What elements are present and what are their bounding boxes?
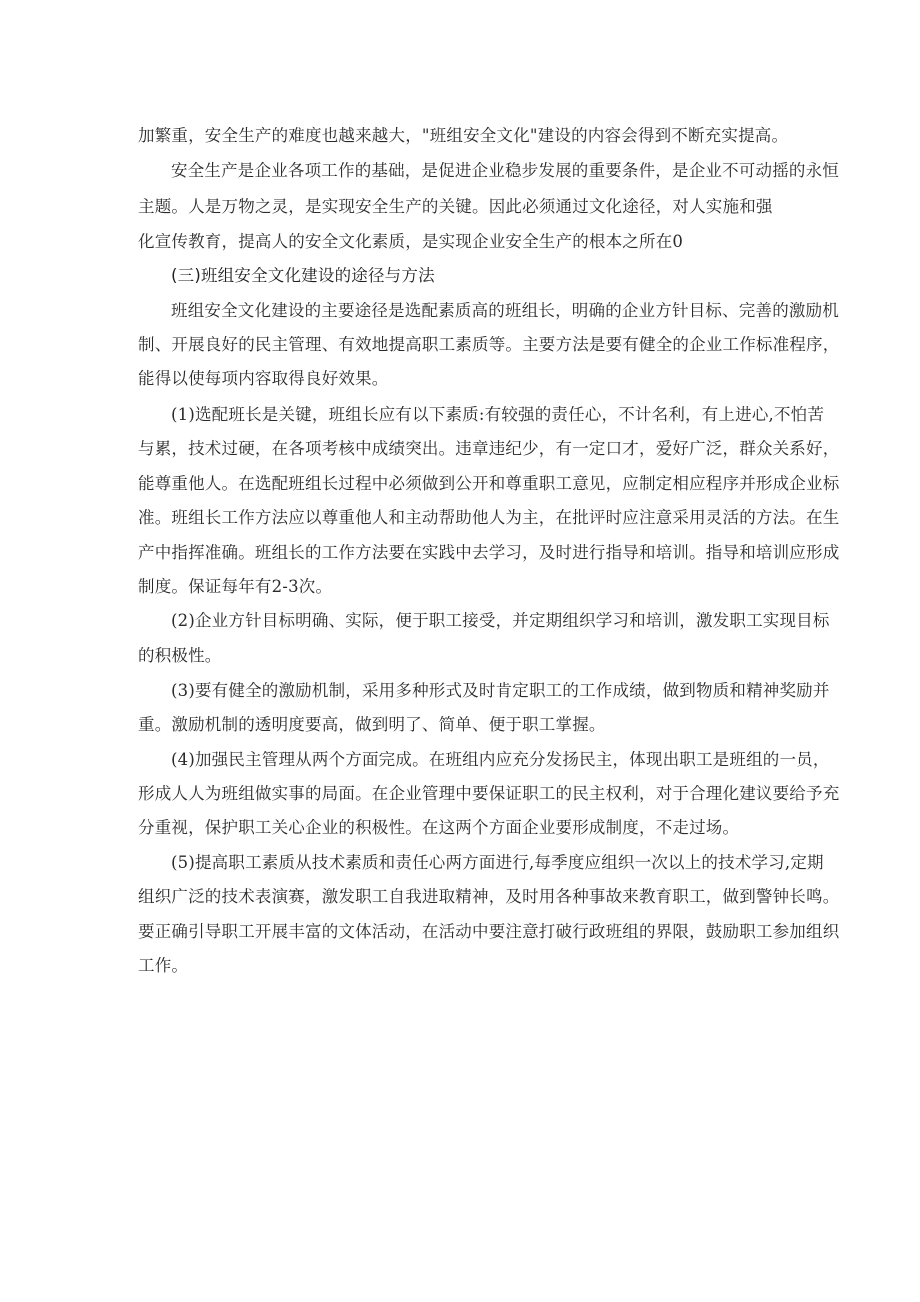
paragraph-line: 化宣传教育，提高人的安全文化素质，是实现企业安全生产的根本之所在0 <box>138 232 684 251</box>
paragraph-line: 能得以使每项内容取得良好效果。 <box>138 369 389 388</box>
paragraph-line: (1)选配班长是关键，班组长应有以下素质:有较强的责任心，不计名利，有上进心,不怕苦 <box>171 405 825 424</box>
section-heading: (三)班组安全文化建设的途径与方法 <box>171 266 435 285</box>
paragraph-line: 分重视，保护职工关心企业的积极性。在这两个方面企业要形成制度，不走过场。 <box>138 818 740 837</box>
paragraph-line: (3)要有健全的激励机制，采用多种形式及时肯定职工的工作成绩，做到物质和精神奖励并 <box>171 681 830 700</box>
paragraph-line: 制度。保证每年有2-3次。 <box>138 577 333 596</box>
paragraph-line: (4)加强民主管理从两个方面完成。在班组内应充分发扬民主，体现出职工是班组的一员， <box>171 750 830 769</box>
paragraph-line: 加繁重，安全生产的难度也越来越大，"班组安全文化"建设的内容会得到不断充实提高。 <box>138 126 789 145</box>
paragraph-line: 形成人人为班组做实事的局面。在企业管理中要保证职工的民主权利，对于合理化建议要给予充 <box>138 784 840 803</box>
paragraph-line: 的积极性。 <box>138 646 222 665</box>
paragraph-line: 准。班组长工作方法应以尊重他人和主动帮助他人为主，在批评时应注意采用灵活的方法。在生 <box>138 508 840 527</box>
paragraph-line: 安全生产是企业各项工作的基础，是促进企业稳步发展的重要条件，是企业不可动摇的永恒 <box>171 161 839 180</box>
paragraph-line: (5)提高职工素质从技术素质和责任心两方面进行,每季度应组织一次以上的技术学习,定期 <box>171 853 824 872</box>
paragraph-line: 班组安全文化建设的主要途径是选配素质高的班组长，明确的企业方针目标、完善的激励机 <box>171 301 839 320</box>
paragraph-line: 要正确引导职工开展丰富的文体活动，在活动中要注意打破行政班组的界限，鼓励职工参加组织 <box>138 922 840 941</box>
paragraph-line: 产中指挥准确。班组长的工作方法要在实践中去学习，及时进行指导和培训。指导和培训应形成 <box>138 543 840 562</box>
paragraph-line: 重。激励机制的透明度要高，做到明了、简单、便于职工掌握。 <box>138 715 606 734</box>
paragraph-line: 与累，技术过硬，在各项考核中成绩突出。违章违纪少，有一定口才，爱好广泛，群众关系好， <box>138 439 840 458</box>
paragraph-line: 工作。 <box>138 956 189 975</box>
paragraph-line: (2)企业方针目标明确、实际，便于职工接受，并定期组织学习和培训，激发职工实现目标 <box>171 611 830 630</box>
paragraph-line: 主题。人是万物之灵，是实现安全生产的关键。因此必须通过文化途径，对人实施和强 <box>138 197 773 216</box>
paragraph-line: 制、开展良好的民主管理、有效地提高职工素质等。主要方法是要有健全的企业工作标准程序， <box>138 335 840 354</box>
paragraph-line: 能尊重他人。在选配班组长过程中必须做到公开和尊重职工意见，应制定相应程序并形成企业标 <box>138 474 840 493</box>
paragraph-line: 组织广泛的技术表演赛，激发职工自我进取精神，及时用各种事故来教育职工，做到警钟长鸣。 <box>138 887 840 906</box>
